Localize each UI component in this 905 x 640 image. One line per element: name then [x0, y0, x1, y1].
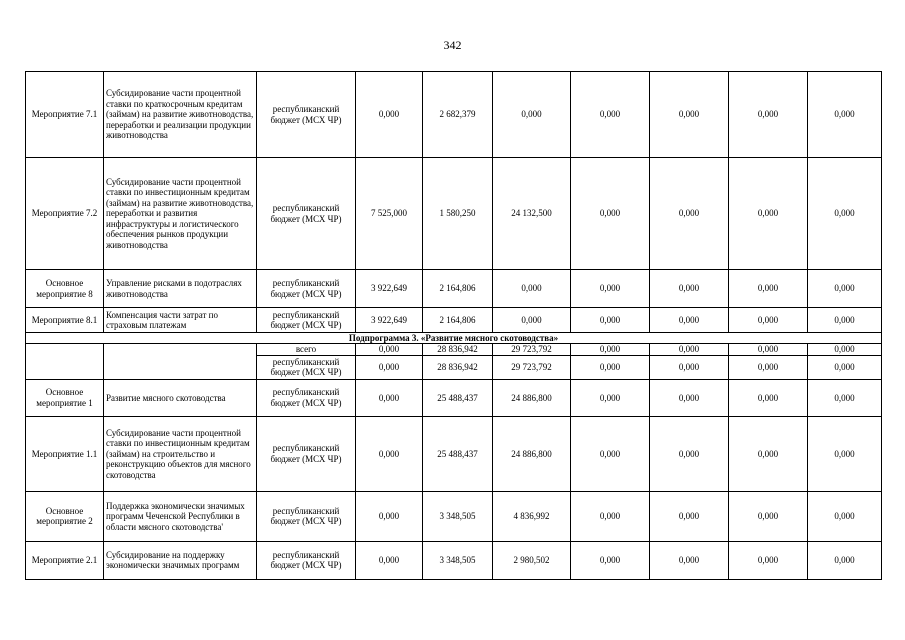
funding-source-cell: республиканский бюджет (МСХ ЧР)	[257, 379, 356, 416]
value-cell: 0,000	[808, 308, 882, 333]
value-cell: 0,000	[808, 270, 882, 308]
subprogram-title: Подпрограмма 3. «Развитие мясного скотоводства»	[26, 333, 882, 344]
value-cell: 0,000	[650, 541, 729, 579]
value-cell: 3 348,505	[423, 541, 493, 579]
event-name-cell: Субсидирование части процентной ставки по инвестиционным кредитам (займам) на строительство и реконструкцию объектов для мясного скотоводства	[104, 416, 257, 491]
empty-cell	[104, 344, 257, 379]
table-row	[26, 416, 882, 491]
event-name-cell: Управление рисками в подотраслях животноводства	[104, 270, 257, 308]
table-row	[26, 491, 882, 541]
budget-table	[25, 71, 882, 580]
event-cell: Основное мероприятие 8	[26, 270, 104, 308]
value-cell: 0,000	[808, 355, 882, 379]
value-cell: 3 348,505	[423, 491, 493, 541]
funding-source-cell: республиканский бюджет (МСХ ЧР)	[257, 308, 356, 333]
table-row	[26, 72, 882, 158]
value-cell: 0,000	[571, 270, 650, 308]
value-cell: 2 164,806	[423, 270, 493, 308]
event-name-cell: Компенсация части затрат по страховым платежам	[104, 308, 257, 333]
value-cell: 0,000	[356, 344, 423, 355]
value-cell: 0,000	[729, 158, 808, 270]
value-cell: 29 723,792	[493, 344, 571, 355]
value-cell: 0,000	[650, 344, 729, 355]
event-name-cell: Поддержка экономически значимых программ Чеченской Республики в области мясного скотоводства'	[104, 491, 257, 541]
value-cell: 0,000	[729, 491, 808, 541]
funding-source-cell: республиканский бюджет (МСХ ЧР)	[257, 491, 356, 541]
funding-source-cell: республиканский бюджет (МСХ ЧР)	[257, 158, 356, 270]
funding-source-cell: республиканский бюджет (МСХ ЧР)	[257, 72, 356, 158]
value-cell: 25 488,437	[423, 416, 493, 491]
value-cell: 0,000	[571, 344, 650, 355]
value-cell: 0,000	[729, 541, 808, 579]
value-cell: 0,000	[808, 344, 882, 355]
value-cell: 0,000	[729, 355, 808, 379]
value-cell: 0,000	[356, 416, 423, 491]
event-cell: Мероприятие 8.1	[26, 308, 104, 333]
value-cell: 0,000	[729, 344, 808, 355]
funding-source-cell: республиканский бюджет (МСХ ЧР)	[257, 416, 356, 491]
value-cell: 0,000	[571, 379, 650, 416]
value-cell: 28 836,942	[423, 344, 493, 355]
value-cell: 2 164,806	[423, 308, 493, 333]
value-cell: 28 836,942	[423, 355, 493, 379]
event-cell: Основное мероприятие 1	[26, 379, 104, 416]
value-cell: 0,000	[571, 416, 650, 491]
value-cell: 0,000	[729, 270, 808, 308]
funding-source-cell: республиканский бюджет (МСХ ЧР)	[257, 541, 356, 579]
value-cell: 24 132,500	[493, 158, 571, 270]
empty-cell	[26, 344, 104, 379]
value-cell: 7 525,000	[356, 158, 423, 270]
value-cell: 0,000	[808, 158, 882, 270]
event-cell: Мероприятие 2.1	[26, 541, 104, 579]
value-cell: 0,000	[493, 72, 571, 158]
table-row	[26, 379, 882, 416]
value-cell: 0,000	[571, 72, 650, 158]
value-cell: 3 922,649	[356, 270, 423, 308]
value-cell: 0,000	[650, 270, 729, 308]
event-cell: Основное мероприятие 2	[26, 491, 104, 541]
value-cell: 0,000	[729, 379, 808, 416]
value-cell: 0,000	[808, 72, 882, 158]
event-cell: Мероприятие 1.1	[26, 416, 104, 491]
value-cell: 24 886,800	[493, 379, 571, 416]
value-cell: 0,000	[650, 355, 729, 379]
event-name-cell: Субсидирование части процентной ставки по инвестиционным кредитам (займам) на развитие животноводства, переработки и развития инфраструктуры и логистического обеспечения рынков продукции животноводства	[104, 158, 257, 270]
value-cell: 0,000	[571, 491, 650, 541]
value-cell: 24 886,800	[493, 416, 571, 491]
value-cell: 0,000	[729, 72, 808, 158]
event-name-cell: Развитие мясного скотоводства	[104, 379, 257, 416]
value-cell: 0,000	[356, 355, 423, 379]
value-cell: 0,000	[356, 379, 423, 416]
value-cell: 0,000	[650, 379, 729, 416]
value-cell: 0,000	[808, 379, 882, 416]
value-cell: 0,000	[808, 416, 882, 491]
event-cell: Мероприятие 7.1	[26, 72, 104, 158]
table-row	[26, 344, 882, 355]
value-cell: 0,000	[650, 416, 729, 491]
value-cell: 0,000	[650, 491, 729, 541]
value-cell: 0,000	[493, 308, 571, 333]
value-cell: 0,000	[650, 158, 729, 270]
funding-source-cell: республиканский бюджет (МСХ ЧР)	[257, 355, 356, 379]
event-cell: Мероприятие 7.2	[26, 158, 104, 270]
value-cell: 0,000	[356, 72, 423, 158]
value-cell: 0,000	[571, 308, 650, 333]
subprogram-title-row	[26, 333, 882, 344]
value-cell: 2 980,502	[493, 541, 571, 579]
value-cell: 0,000	[356, 541, 423, 579]
value-cell: 0,000	[729, 416, 808, 491]
table-row	[26, 158, 882, 270]
funding-source-cell: всего	[257, 344, 356, 355]
value-cell: 0,000	[571, 158, 650, 270]
page-number: 342	[443, 38, 462, 52]
value-cell: 0,000	[571, 355, 650, 379]
value-cell: 0,000	[729, 308, 808, 333]
value-cell: 3 922,649	[356, 308, 423, 333]
event-name-cell: Субсидирование на поддержку экономически значимых программ	[104, 541, 257, 579]
funding-source-cell: республиканский бюджет (МСХ ЧР)	[257, 270, 356, 308]
value-cell: 2 682,379	[423, 72, 493, 158]
value-cell: 0,000	[356, 491, 423, 541]
value-cell: 0,000	[808, 541, 882, 579]
table-row	[26, 308, 882, 333]
event-name-cell: Субсидирование части процентной ставки по краткосрочным кредитам (займам) на развитие животноводства, переработки и реализации продукции животноводства	[104, 72, 257, 158]
table-row	[26, 541, 882, 579]
value-cell: 0,000	[571, 541, 650, 579]
value-cell: 0,000	[650, 72, 729, 158]
value-cell: 25 488,437	[423, 379, 493, 416]
value-cell: 4 836,992	[493, 491, 571, 541]
value-cell: 29 723,792	[493, 355, 571, 379]
table-row	[26, 270, 882, 308]
value-cell: 0,000	[650, 308, 729, 333]
value-cell: 1 580,250	[423, 158, 493, 270]
value-cell: 0,000	[808, 491, 882, 541]
value-cell: 0,000	[493, 270, 571, 308]
